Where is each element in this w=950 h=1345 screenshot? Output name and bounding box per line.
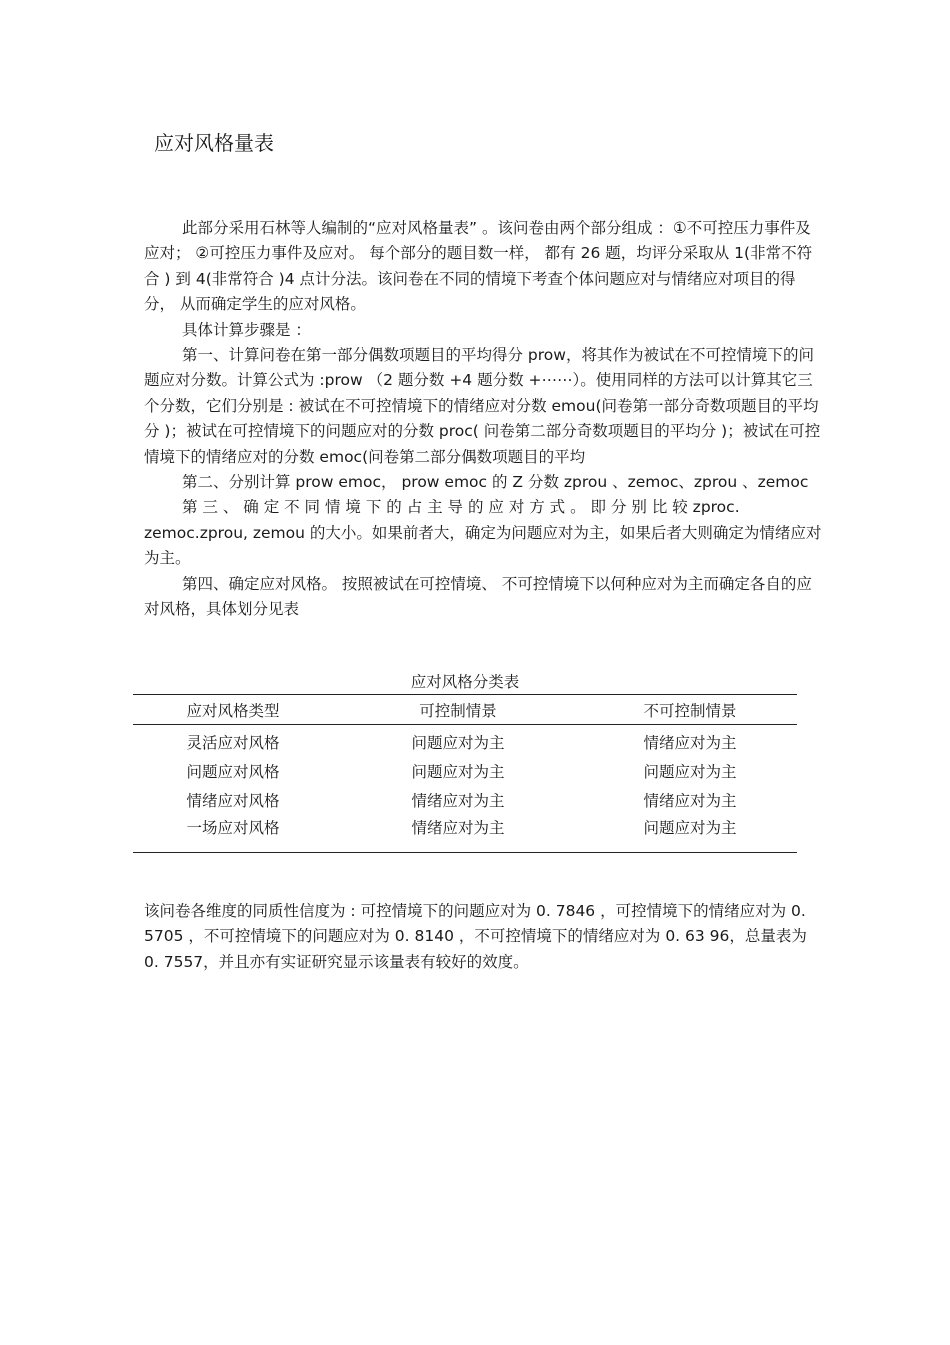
intro-paragraph-1: 此部分采用石林等人编制的“应对风格量表” 。该问卷由两个部分组成 ：①不可控压力事件及应对； ②可控压力事件及应对。 每个部分的题目数一样， 都有 26 题，均评分采取从 1(非常不符合 ) 到 4(非常符合 )4 点计分法。该问卷在不同的情境下考查个体问题应对与情绪应对项目的得分， 从而确定学生的应对风格。 (144, 219, 813, 314)
table-cell: 问题应对为主 (643, 762, 737, 781)
table-header-row (133, 695, 797, 725)
intro-section (144, 216, 824, 623)
table-row (133, 725, 797, 757)
table-cell: 问题应对为主 (583, 814, 797, 853)
step-two-paragraph: 第二、分别计算 prow emoc， prow emoc 的 Z 分数 zprou 、zemoc、zprou 、zemoc (182, 473, 809, 492)
reliability-paragraph: 该问卷各维度的同质性信度为 : 可控情境下的问题应对为 0. 7846 ，可控情境下的情绪应对为 0. 5705 ，不可控情境下的问题应对为 0. 8140 ，不可控情境下的情绪应对为 0. 63 96，总量表为 0. 7557，并且亦有实证研究显示该量表有较好的效度。 (144, 902, 807, 971)
table-row (133, 814, 797, 853)
coping-style-table (133, 694, 797, 853)
table-cell: 灵活应对风格 (186, 733, 280, 752)
table-cell: 情绪应对为主 (643, 733, 737, 752)
reliability-section (144, 899, 824, 975)
table-cell: 问题应对风格 (186, 762, 280, 781)
step-three-paragraph: 第 三 、 确 定 不 同 情 境 下 的 占 主 导 的 应 对 方 式 。 即 分 别 比 较 zproc. zemoc.zprou, zemou 的大小。如果前者大，确定为问题应对为主，如果后者大则确定为情绪应对为主。 (144, 498, 822, 568)
page-title: 应对风格量表 (154, 131, 274, 155)
table-cell: 情绪应对为主 (333, 814, 583, 853)
table-cell: 一场应对风格 (133, 814, 333, 853)
table-cell: 情绪应对为主 (411, 791, 505, 810)
table-header-cell: 可控制情景 (333, 695, 583, 725)
table-row (133, 785, 797, 814)
step-four-paragraph: 第四、确定应对风格。 按照被试在可控情境、 不可控情境下以何种应对为主而确定各自的应对风格，具体划分见表 (144, 574, 812, 619)
table-cell: 问题应对为主 (411, 733, 505, 752)
table-row (133, 756, 797, 785)
step-one-paragraph: 第一、计算问卷在第一部分偶数项题目的平均得分 prow，将其作为被试在不可控情境下的问题应对分数。计算公式为 :prow （2 题分数 +4 题分数 +⋯⋯）。使用同样的方法可以计算其它三个分数，它们分别是 : 被试在不可控情境下的情绪应对分数 emou(问卷第一部分奇数项题目的平均分 )；被试在可控情境下的问题应对的分数 proc( 问卷第二部分奇数项题目的平均分 )；被试在可控情境下的情绪应对的分数 emoc(问卷第二部分偶数项题目的平均 (144, 346, 821, 466)
table-header-cell: 不可控制情景 (583, 695, 797, 725)
table-caption: 应对风格分类表 (410, 673, 520, 691)
table-header-cell: 应对风格类型 (133, 695, 333, 725)
table-cell: 问题应对为主 (411, 762, 505, 781)
intro-paragraph-2: 具体计算步骤是 ： (182, 320, 311, 339)
table-cell: 情绪应对风格 (186, 791, 280, 810)
table-cell: 情绪应对为主 (643, 791, 737, 810)
